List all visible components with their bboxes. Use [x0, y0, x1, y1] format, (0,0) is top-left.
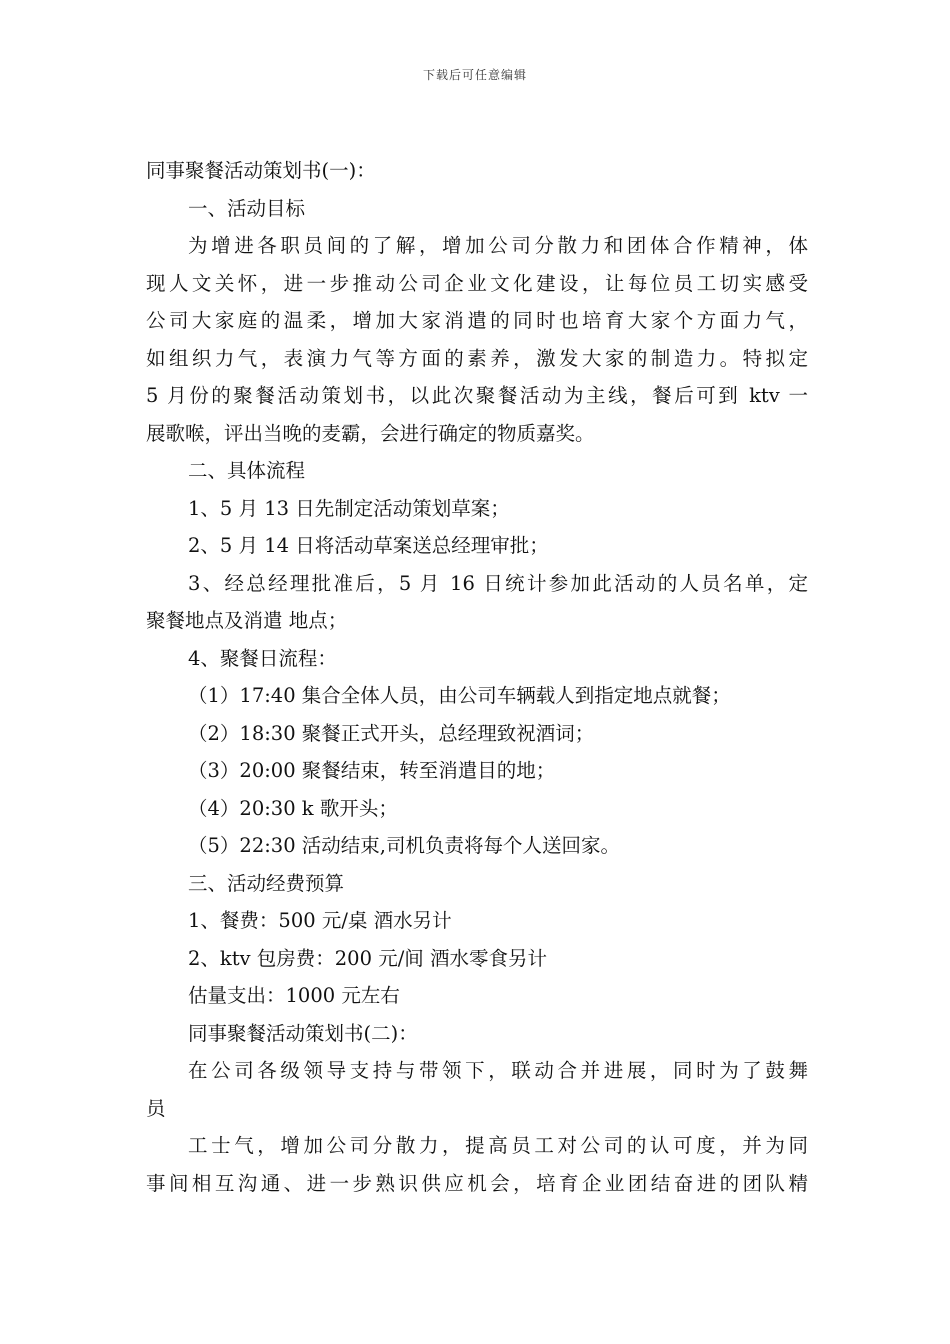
schedule-item: （4）20:30 k 歌开头； — [188, 796, 398, 820]
paragraph-line: 公司大家庭的温柔，增加大家消遣的同时也培育大家个方面力气， — [146, 309, 808, 332]
paragraph-line: 事间相互沟通、进一步熟识供应机会，培育企业团结奋进的团队精 — [146, 1171, 808, 1195]
intro-paragraph-2 — [146, 1052, 808, 1127]
budget-item-ktv: 2、ktv 包房费：200 元/间 酒水零食另计 — [188, 946, 547, 970]
page-header: 下载后可任意编辑 — [422, 68, 527, 82]
goals-paragraph — [146, 227, 808, 452]
section-heading-process: 二、具体流程 — [188, 459, 306, 482]
section-heading-budget: 三、活动经费预算 — [188, 871, 345, 895]
doc-title-2: 同事聚餐活动策划书(二)： — [188, 1021, 418, 1045]
paragraph-line: 展歌喉，评出当晚的麦霸，会进行确定的物质嘉奖。 — [146, 421, 595, 445]
doc-title-1: 同事聚餐活动策划书(一)： — [146, 159, 376, 182]
paragraph-line: 聚餐地点及消遣 地点； — [146, 609, 348, 632]
paragraph-line: 3、经总经理批准后，5 月 16 日统计参加此活动的人员名单，定 — [188, 571, 808, 595]
paragraph-line: 现人文关怀，进一步推动公司企业文化建设，让每位员工切实感受 — [146, 271, 808, 295]
section-heading-goals: 一、活动目标 — [188, 196, 306, 220]
process-step-3 — [146, 565, 808, 640]
paragraph-line: 5 月份的聚餐活动策划书，以此次聚餐活动为主线，餐后可到 ktv 一 — [146, 384, 808, 407]
paragraph-line: 在公司各级领导支持与带领下，联动合并进展，同时为了鼓舞 — [188, 1059, 808, 1082]
dinner-schedule — [146, 677, 808, 865]
paragraph-line: 如组织力气，表演力气等方面的素养，激发大家的制造力。特拟定 — [146, 346, 808, 370]
schedule-item: （2）18:30 聚餐正式开头，总经理致祝酒词； — [188, 721, 595, 745]
schedule-item: （5）22:30 活动结束,司机负责将每个人送回家。 — [188, 834, 620, 857]
paragraph-line: 工士气，增加公司分散力，提高员工对公司的认可度，并为同 — [188, 1134, 808, 1157]
document-body — [146, 152, 808, 1202]
paragraph-line: 员 — [146, 1096, 166, 1120]
budget-estimate: 估量支出：1000 元左右 — [188, 984, 400, 1007]
schedule-item: （3）20:00 聚餐结束，转至消遣目的地； — [188, 759, 556, 782]
schedule-item: （1）17:40 集合全体人员，由公司车辆载人到指定地点就餐； — [188, 684, 731, 707]
process-step-2: 2、5 月 14 日将活动草案送总经理审批； — [188, 534, 549, 557]
process-step-4: 4、聚餐日流程： — [188, 646, 337, 670]
budget-item-meal: 1、餐费：500 元/桌 酒水另计 — [188, 909, 452, 932]
intro-paragraph-3 — [146, 1127, 808, 1202]
paragraph-line: 为增进各职员间的了解，增加公司分散力和团体合作精神，体 — [188, 234, 808, 257]
process-step-1: 1、5 月 13 日先制定活动策划草案； — [188, 496, 510, 520]
